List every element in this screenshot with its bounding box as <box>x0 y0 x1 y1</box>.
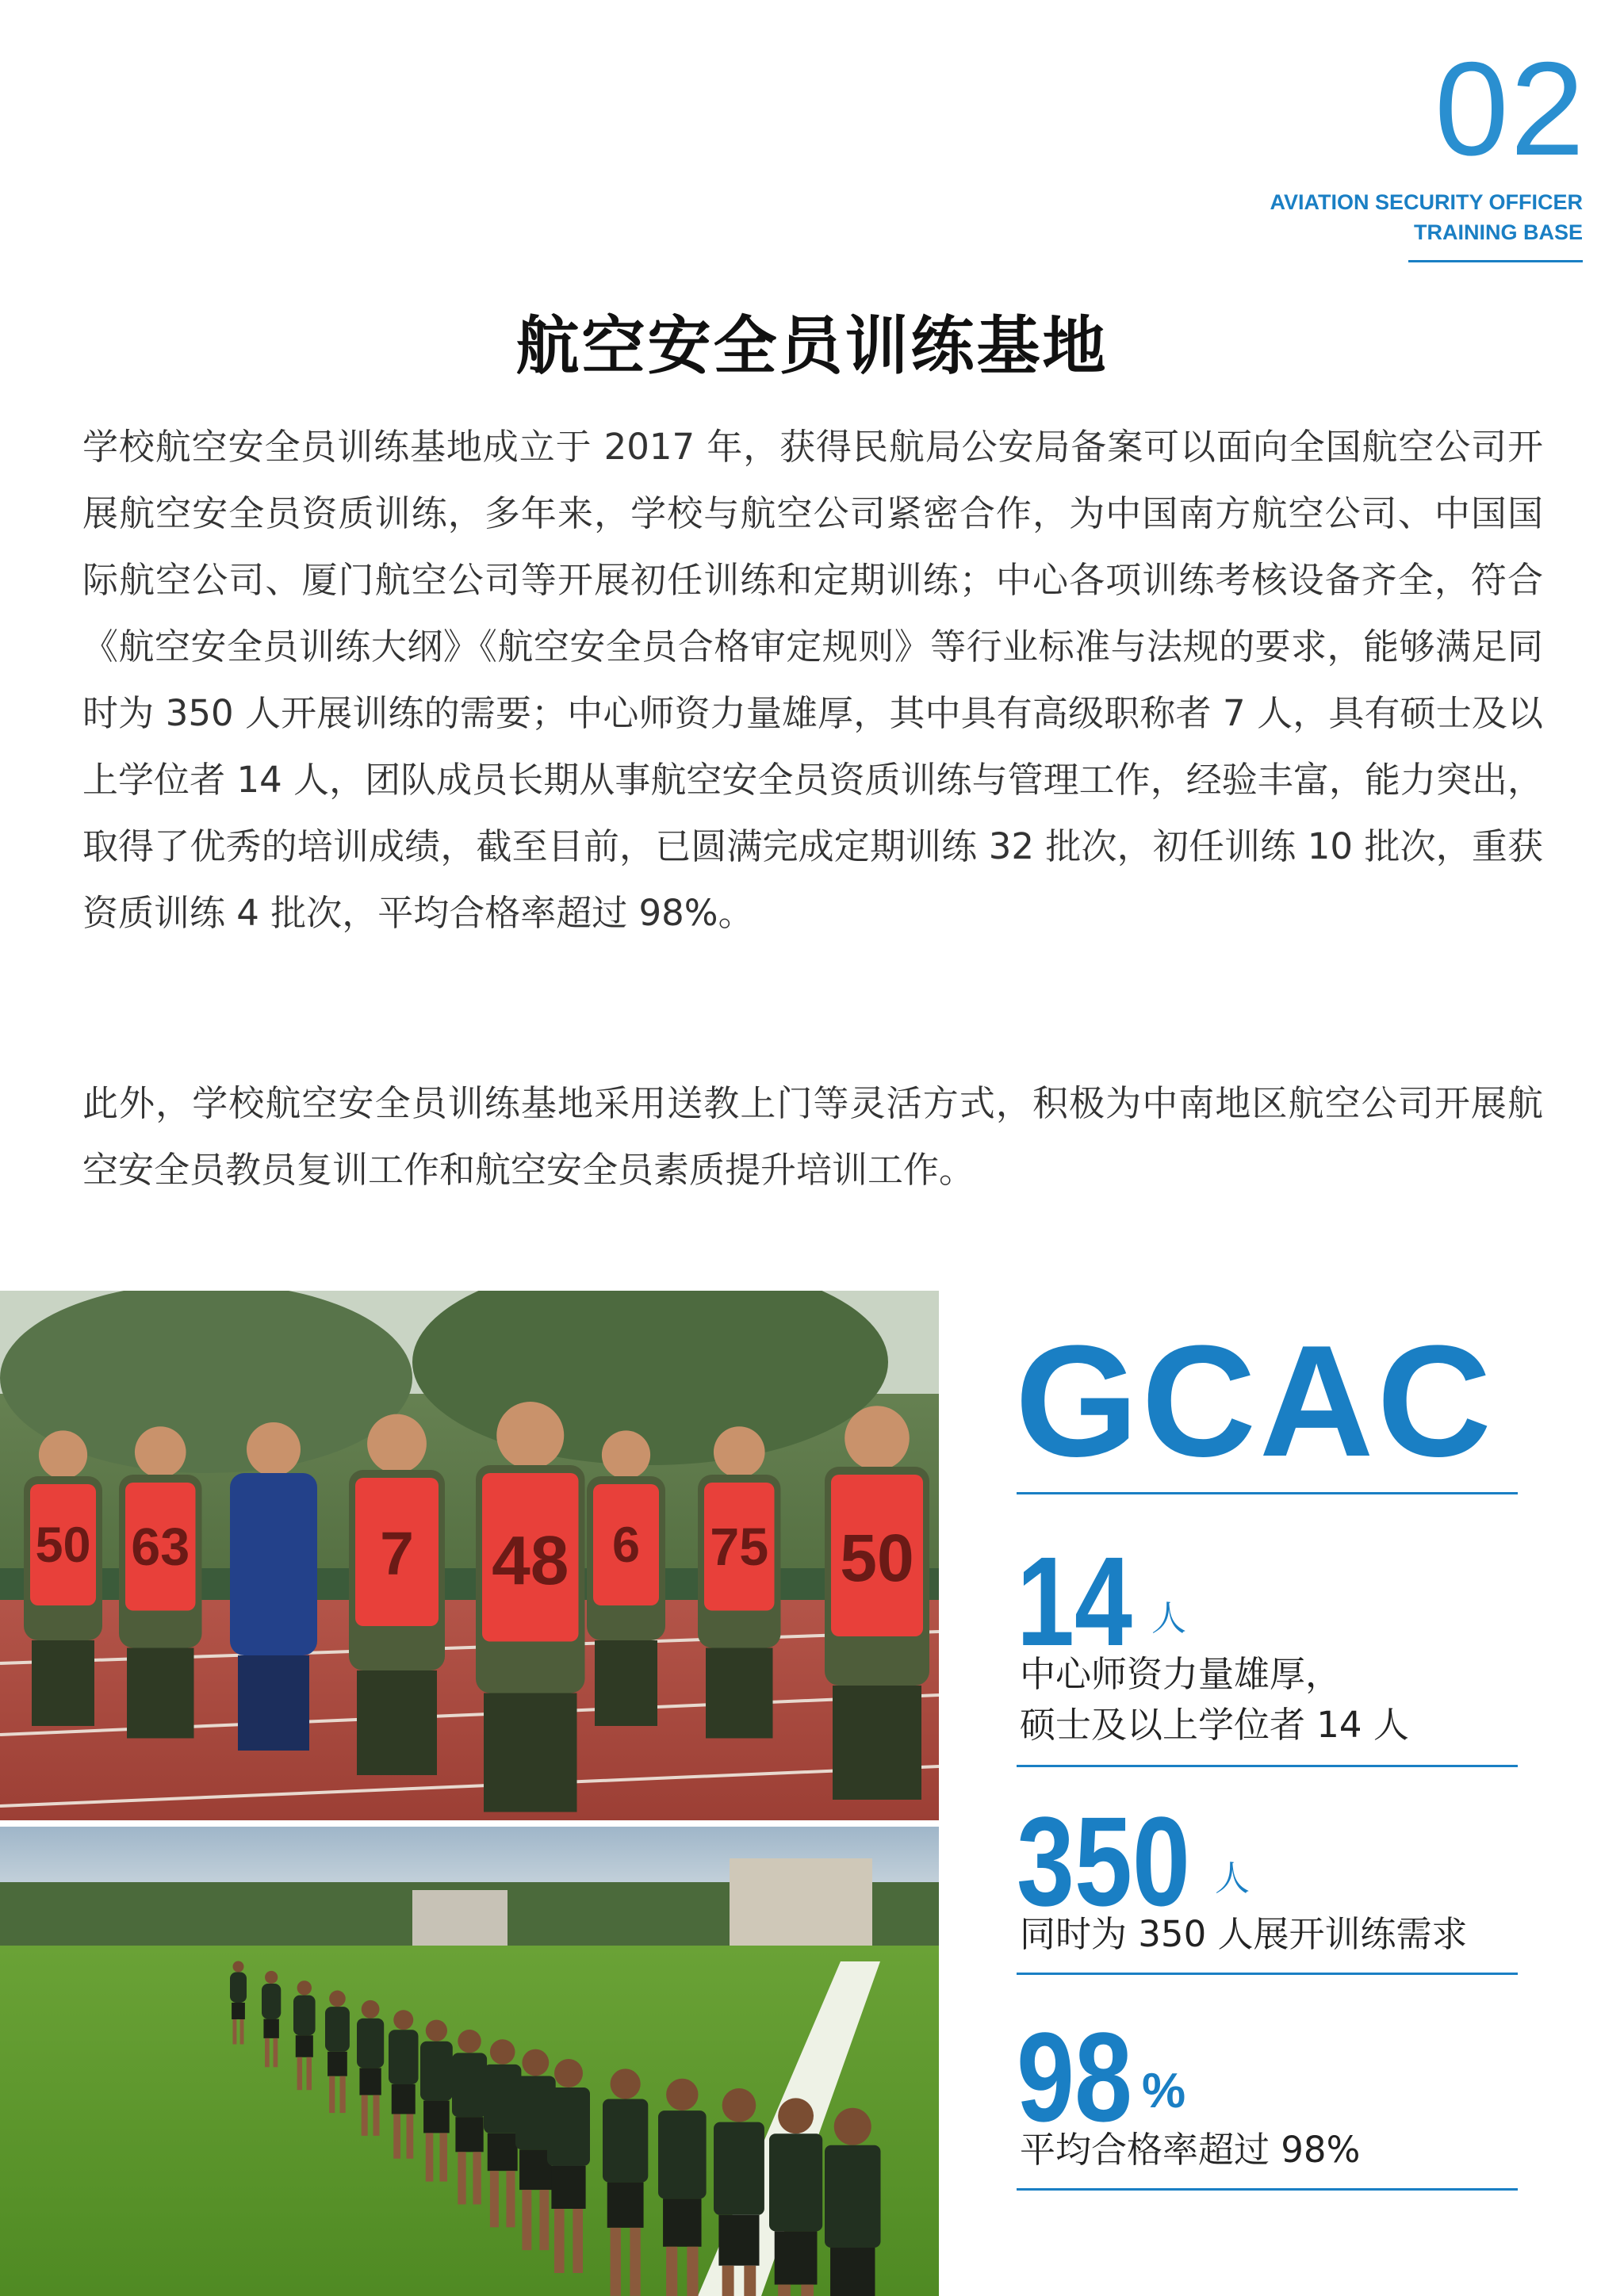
stat-teachers-value: 14 <box>1017 1530 1132 1672</box>
paragraph-extra: 此外，学校航空安全员训练基地采用送教上门等灵活方式，积极为中南地区航空公司开展航空安全员教员复训工作和航空安全员素质提升培训工作。 <box>82 1082 1543 1191</box>
vest-number: 7 <box>380 1520 414 1588</box>
section-number: 02 <box>1434 34 1586 183</box>
section-subtitle-line2: TRAINING BASE <box>1413 220 1583 244</box>
stats-divider-3 <box>1017 1973 1518 1975</box>
vest-number: 50 <box>35 1517 91 1573</box>
stat-pass-rate-unit: % <box>1142 2064 1186 2118</box>
stats-divider-2 <box>1017 1765 1518 1767</box>
stat-teachers-desc <box>1020 1649 1409 1751</box>
header-underline <box>1408 260 1583 262</box>
vest-number: 75 <box>710 1518 769 1577</box>
stat-capacity-desc-line1: 同时为 350 人展开训练需求 <box>1020 1913 1468 1955</box>
stat-teachers-unit: 人 <box>1151 1598 1186 1639</box>
stat-capacity-desc <box>1020 1909 1468 1960</box>
stat-capacity-unit: 人 <box>1215 1858 1250 1899</box>
stats-divider-1 <box>1017 1492 1518 1494</box>
stat-capacity-value: 350 <box>1017 1790 1190 1932</box>
vest-number: 48 <box>492 1521 569 1599</box>
stat-teachers-desc-line1: 中心师资力量雄厚， <box>1020 1653 1342 1695</box>
stat-pass-rate-desc-line1: 平均合格率超过 98% <box>1020 2129 1361 2171</box>
brand-gcac: GCAC <box>1015 1313 1495 1490</box>
page-title: 航空安全员训练基地 <box>515 309 1109 383</box>
section-subtitle-line1: AVIATION SECURITY OFFICER <box>1270 190 1583 214</box>
training-photo-field <box>0 1827 939 2296</box>
vest-number: 6 <box>611 1517 641 1573</box>
training-photo-track <box>0 1291 939 1820</box>
stat-pass-rate-value: 98 <box>1017 2006 1132 2148</box>
paragraph-intro: 学校航空安全员训练基地成立于 2017 年，获得民航局公安局备案可以面向全国航空公司开展航空安全员资质训练，多年来，学校与航空公司紧密合作，为中国南方航空公司、中国国际航空公司、厦门航空公司等开展初任训练和定期训练；中心各项训练考核设备齐全，符合《航空安全员训练大纲》《航空安全员合格审定规则》等行业标准与法规的要求，能够满足同时为 350 人开展训练的需要；中心师资力量雄厚，其中具有高级职称者 7 人，具有硕士及以上学位者 14 人，团队成员长期从事航空安全员资质训练与管理工作，经验丰富，能力突出，取得了优秀的培训成绩，截至目前，已圆满完成定期训练 32 批次，初任训练 10 批次，重获资质训练 4 批次，平均合格率超过 98%。 <box>82 426 1543 934</box>
stat-teachers-desc-line2: 硕士及以上学位者 14 人 <box>1020 1704 1409 1746</box>
stat-pass-rate-desc <box>1020 2125 1360 2175</box>
vest-number: 63 <box>131 1518 190 1577</box>
vest-number: 50 <box>840 1521 914 1595</box>
stats-divider-4 <box>1017 2188 1518 2191</box>
section-subtitle <box>1270 187 1583 247</box>
